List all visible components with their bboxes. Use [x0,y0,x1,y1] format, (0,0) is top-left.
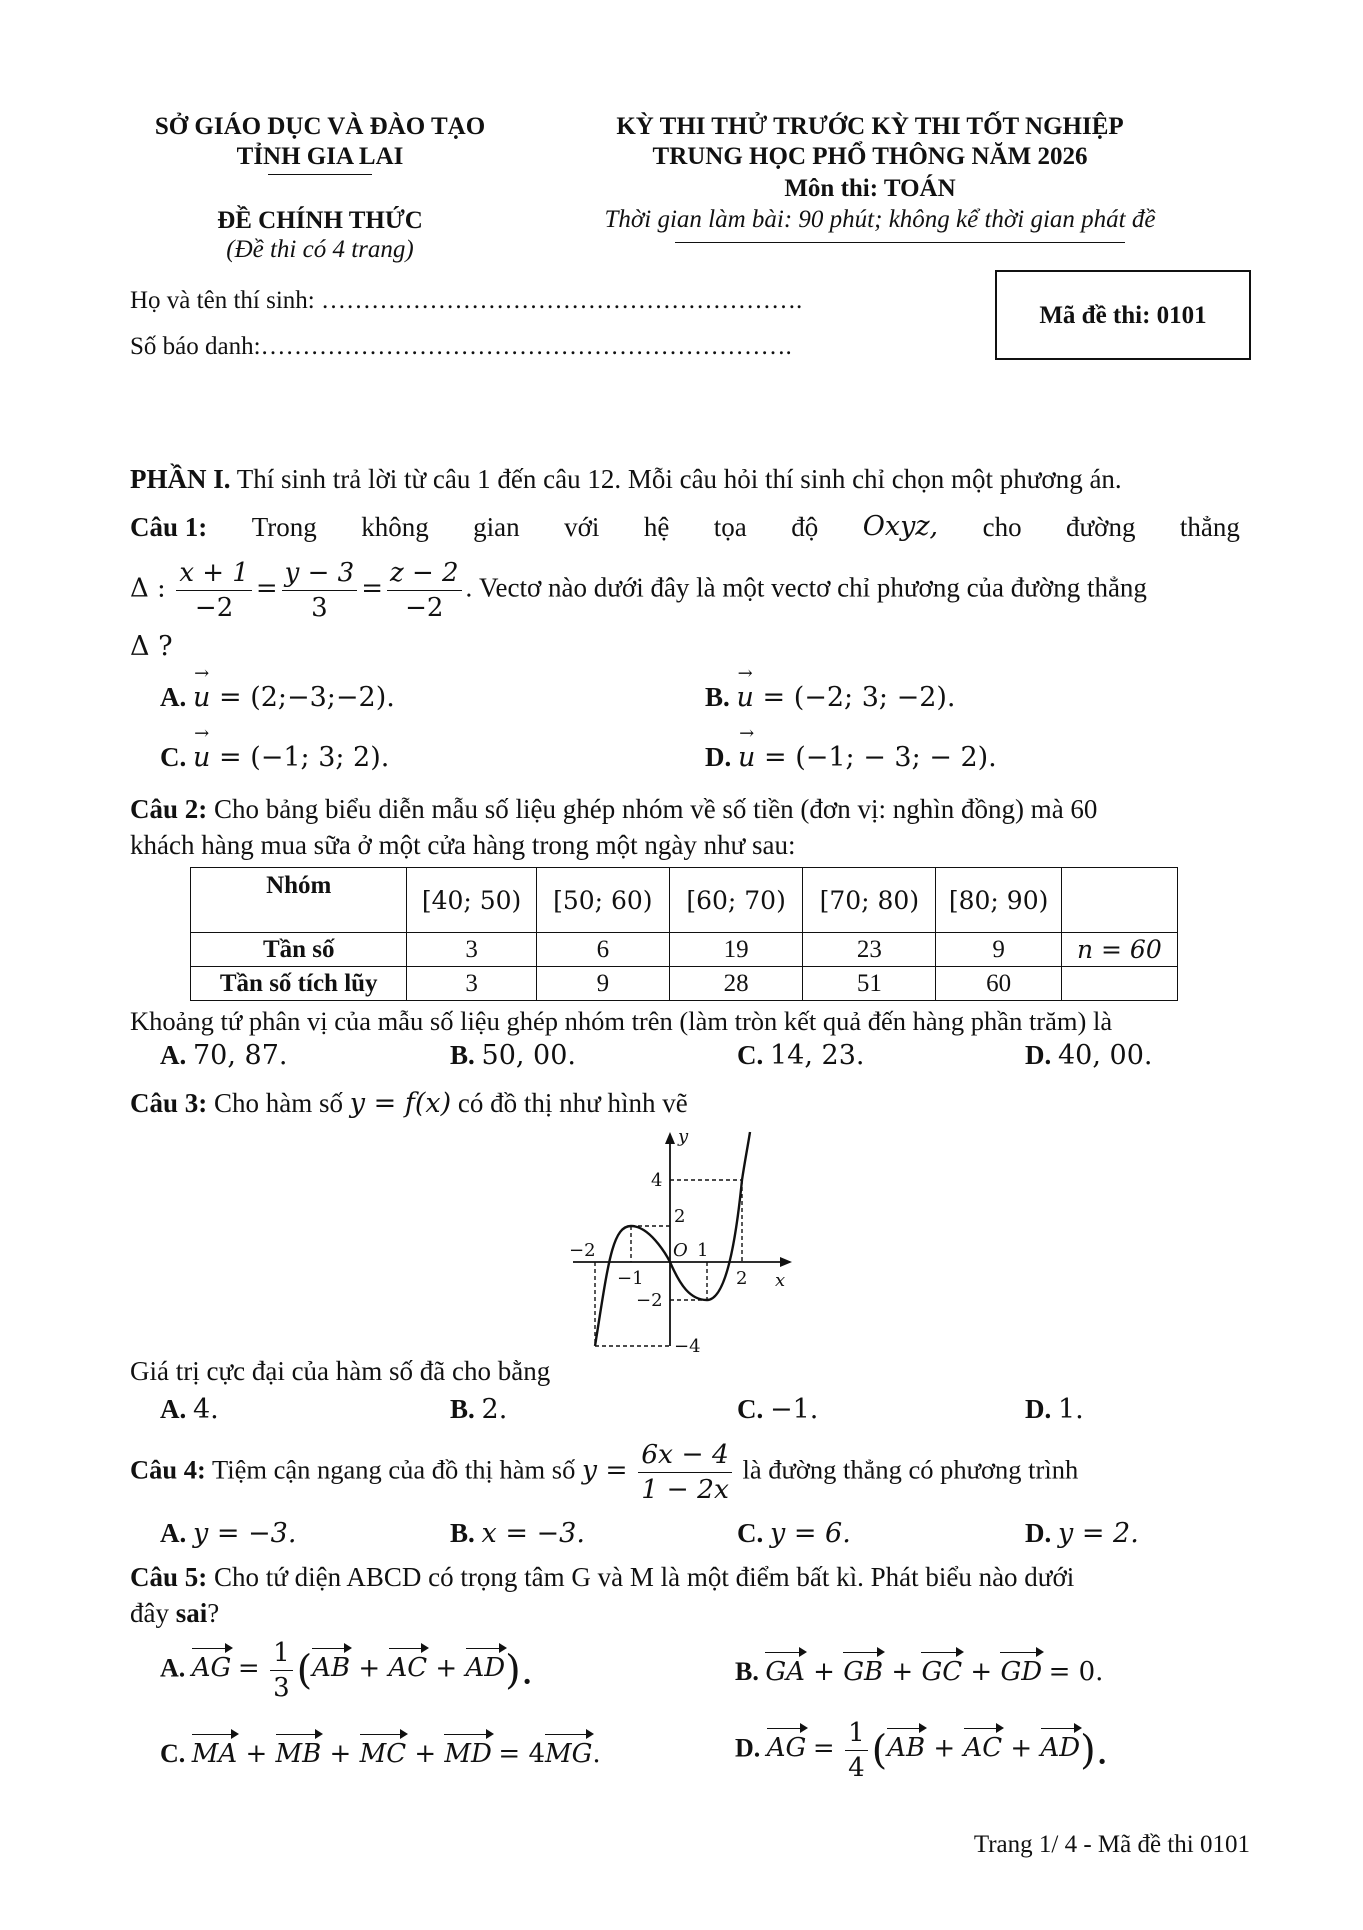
q1-word: tọa [713,512,747,542]
table-cell: n = 60 [1061,933,1177,967]
y-axis-arrow [665,1132,675,1144]
q1-f3-den: −2 [405,593,444,623]
option-letter: B. [450,1040,475,1070]
option-value: 4. [193,1394,219,1425]
table-cell: 6 [536,933,669,967]
q4-num: 6x − 4 [638,1438,732,1473]
official-label: ĐỀ CHÍNH THỨC [217,207,423,234]
q3-text: Cho hàm số [207,1088,344,1118]
part1-text: Thí sinh trả lời từ câu 1 đến câu 12. Mỗi câu hỏi thí sinh chỉ chọn một phương án. [230,464,1122,494]
table-cell: 3 [407,933,536,967]
q3-label: Câu 3: [130,1088,208,1118]
option-value: (−1; 3; 2). [250,742,390,773]
time-note: Thời gian làm bài: 90 phút; không kể thời gian phát đề [604,206,1156,233]
period: . [592,1739,601,1769]
header-underline-right [675,242,1125,243]
table-cell: Tần số tích lũy [191,967,407,1001]
table-cell: Tần số [191,933,407,967]
tick-label: 4 [651,1170,663,1191]
table-cell: 60 [936,967,1061,1001]
table-cell: 28 [669,967,802,1001]
q4-text-after: là đường thẳng có phương trình [735,1454,1079,1485]
frac-den: 4 [848,1753,865,1783]
q5-option-b: B. GA + GB + GC + GD = 0. [735,1652,1103,1689]
q1-f1-den: −2 [194,593,234,623]
exam-code-box [995,270,1251,360]
rhs: = 0. [1048,1657,1104,1687]
close-paren: ). [1080,1727,1109,1774]
q2-option-a [160,1038,287,1073]
q1-word: Oxyz, [862,511,939,542]
candidate-name-field: Họ và tên thí sinh: …………………………………………………. [130,287,803,314]
q1-label: Câu 1: [130,512,208,542]
q4-line [130,1438,1078,1507]
q5-text: Cho tứ diện ABCD có trọng tâm G và M là một điểm bất kì. Phát biểu nào dưới [207,1562,1075,1592]
page-footer: Trang 1/ 4 - Mã đề thi 0101 [973,1831,1250,1858]
vector: AG [192,1648,232,1685]
vector-u: → u [738,741,755,775]
q1-word: với [564,512,600,542]
q3-option-c [737,1392,818,1427]
option-letter: B. [735,1657,759,1686]
option-letter: C. [160,1739,186,1768]
option-letter: D. [1025,1394,1052,1424]
candidate-id-field: Số báo danh:………………………………………………………. [130,333,792,360]
option-letter: C. [737,1394,764,1424]
table-cell: [40; 50) [407,868,536,933]
q1-fraction-y [282,556,358,625]
option-value: 50, 00. [481,1040,576,1071]
q4-y-eq: y = [581,1454,628,1486]
table-cell: 3 [407,967,536,1001]
option-value: 14, 23. [770,1040,865,1071]
option-letter: B. [705,682,730,712]
table-cell: 9 [936,933,1061,967]
option-value: −1. [770,1394,819,1425]
q1-f2-den: 3 [311,593,328,623]
q1-word: cho [982,512,1022,542]
q3-func: y = f(x) [349,1088,452,1119]
frac-num: 1 [270,1636,293,1671]
vector: AC [389,1648,428,1685]
table-cell [1061,967,1177,1001]
option-value: x = −3. [481,1518,585,1549]
q4-option-b [450,1516,585,1551]
exam-title-line1: KỲ THI THỬ TRƯỚC KỲ THI TỐT NGHIỆP [616,113,1124,140]
q4-text: Tiệm cận ngang của đồ thị hàm số [205,1454,576,1485]
q4-option-c [737,1516,851,1551]
q2-question: Khoảng tứ phân vị của mẫu số liệu ghép nhóm trên (làm tròn kết quả đến hàng phần trăm) là [130,1006,1113,1036]
q2-line2: khách hàng mua sữa ở một cửa hàng trong một ngày như sau: [130,830,796,860]
q2-label: Câu 2: [130,794,208,824]
vector: GC [921,1652,962,1689]
q4-option-a [160,1516,296,1551]
vector-u: → u [193,741,210,775]
option-value: 40, 00. [1058,1040,1153,1071]
option-value: (−1; − 3; − 2). [795,742,997,773]
q1-f2-num: y − 3 [282,556,358,591]
option-value: 2. [481,1394,508,1425]
rhs: = 4 [498,1739,545,1769]
x-axis-arrow [780,1257,792,1267]
q1-option-d: D. → u = (−1; − 3; − 2). [705,740,997,775]
q5-option-a: A. AG = $\frac{1}{3}$ (AB + AC + AD). [160,1638,534,1703]
vector: AD [466,1648,506,1685]
vector: AD [1041,1728,1081,1765]
part1-instructions [130,462,1122,496]
option-value: y = −3. [193,1518,297,1549]
vector: GA [765,1652,805,1689]
y-axis-label: y [678,1126,689,1147]
q3-option-a [160,1392,219,1427]
tick-label: 2 [674,1206,686,1227]
q5-option-d: D. AG = $\frac{1}{4}$ (AB + AC + AD). [735,1718,1109,1783]
q1-word: không [361,512,429,542]
q5-text2: đây [130,1598,176,1628]
q4-label: Câu 4: [130,1454,206,1485]
table-cell: [80; 90) [936,868,1061,933]
option-letter: C. [737,1518,764,1548]
vector: AB [312,1648,350,1685]
tick-label: −4 [674,1336,701,1357]
vector: AG [767,1728,807,1765]
option-value: 1. [1058,1394,1084,1425]
close-paren: ). [505,1647,534,1694]
option-letter: B. [450,1394,475,1424]
q1-line1 [130,510,1240,544]
vector: MD [444,1734,491,1771]
option-letter: C. [737,1040,764,1070]
q1-fraction-z [387,556,462,625]
option-letter: A. [160,682,187,712]
option-value: y = 6. [770,1518,851,1549]
vector: MB [276,1734,322,1771]
q3-text-after: có đồ thị như hình vẽ [451,1088,688,1118]
fraction [845,1716,868,1785]
header-underline-left [268,174,372,175]
exam-code: Mã đề thi: 0101 [1039,302,1207,329]
tick-label: −2 [569,1240,596,1261]
q1-option-c: C. → u = (−1; 3; 2). [160,740,389,775]
option-letter: A. [160,1394,187,1424]
table-row [191,933,1178,967]
frac-num: 1 [845,1716,868,1751]
q1-word: độ [791,512,819,542]
vector: AB [887,1728,925,1765]
vector: GD [1000,1652,1042,1689]
pages-note: (Đề thi có 4 trang) [226,236,414,263]
function-graph [560,1125,800,1365]
q1-fraction-x [176,556,252,625]
vector: GB [843,1652,883,1689]
origin-label: O [673,1240,688,1261]
table-cell: 51 [803,967,936,1001]
dept-name: SỞ GIÁO DỤC VÀ ĐÀO TẠO [154,113,486,140]
q1-option-b: B. → u = (−2; 3; −2). [705,680,956,715]
q4-den: 1 − 2x [641,1474,729,1505]
table-cell: 23 [803,933,936,967]
tick-label: 1 [697,1240,709,1261]
tick-label: 2 [736,1268,748,1289]
vector: AC [964,1728,1003,1765]
q1-text-after: . Vectơ nào dưới đây là một vectơ chỉ phương của đường thẳng [465,572,1147,603]
table-cell: 9 [536,967,669,1001]
option-value: (−2; 3; −2). [793,682,956,713]
vector: MG [545,1734,592,1771]
option-letter: B. [450,1518,475,1548]
graph-guides [595,1180,742,1346]
q5-text2-end: ? [207,1598,220,1628]
q2-option-d [1025,1038,1152,1073]
q5-line1 [130,1560,1250,1594]
q1-word: hệ [643,512,670,542]
q1-word: thẳng [1179,512,1240,542]
table-cell [1061,868,1177,933]
part1-title: PHẦN I. [130,464,231,494]
table-cell: 19 [669,933,802,967]
vector: MA [192,1734,237,1771]
q2-option-c [737,1038,864,1073]
q2-line1 [130,792,1250,826]
option-letter: D. [1025,1040,1052,1070]
q2-text: Cho bảng biểu diễn mẫu số liệu ghép nhóm về số tiền (đơn vị: nghìn đồng) mà 60 [207,794,1098,824]
option-letter: A. [160,1518,187,1548]
q1-f3-num: z − 2 [387,556,462,591]
q5-label: Câu 5: [130,1562,208,1592]
frac-den: 3 [273,1673,290,1703]
option-letter: A. [160,1040,187,1070]
q3-question: Giá trị cực đại của hàm số đã cho bằng [130,1356,551,1386]
q3-line [130,1086,688,1121]
q5-emphasis: sai [175,1598,208,1628]
q3-option-b [450,1392,507,1427]
fraction [270,1636,293,1705]
subject: Môn thi: TOÁN [784,175,956,202]
q1-line2: Δ : $\frac{x + 1}{-2}$ = $\frac{y - 3}{3}$ = $\frac{z - 2}{-2}$ . Vectơ nào dưới đây là một vectơ chỉ phương của đường thẳng [130,558,1147,623]
option-value: (2;−3;−2). [250,682,395,713]
table-row [191,967,1178,1001]
q4-fraction [638,1438,732,1507]
q1-word: đường [1066,512,1136,542]
vector-u: → u [193,681,210,715]
option-value: 70, 87. [193,1040,288,1071]
option-letter: A. [160,1653,186,1683]
equals: = [237,1653,260,1684]
vector-u: → u [737,681,754,715]
option-letter: C. [160,742,187,772]
q1-word: gian [473,512,520,542]
option-letter: D. [705,742,732,772]
q1-delta: Δ : [130,573,166,604]
table-cell: [60; 70) [669,868,802,933]
province-name: TỈNH GIA LAI [236,143,404,170]
option-letter: D. [1025,1518,1052,1548]
q1-option-a: A. → u = (2;−3;−2). [160,680,395,715]
tick-label: −1 [617,1268,644,1289]
frequency-table [190,867,1178,1001]
q1-end: Δ ? [130,631,173,662]
exam-title-line2: TRUNG HỌC PHỔ THÔNG NĂM 2026 [652,143,1088,170]
x-axis-label: x [775,1270,786,1291]
table-cell: [70; 80) [803,868,936,933]
q1-word: Trong [251,512,317,542]
q5-option-c: C. MA + MB + MC + MD = 4MG. [160,1734,601,1771]
option-letter: D. [735,1733,761,1763]
vector: MC [360,1734,407,1771]
q2-option-b [450,1038,576,1073]
table-cell: [50; 60) [536,868,669,933]
q3-option-d [1025,1392,1084,1427]
option-value: y = 2. [1058,1518,1139,1549]
q4-option-d [1025,1516,1139,1551]
q1-f1-num: x + 1 [176,556,252,591]
q5-line2 [130,1596,219,1630]
tick-label: −2 [636,1290,663,1311]
table-cell: Nhóm [191,868,407,933]
table-header-row [191,868,1178,933]
equals: = [812,1733,835,1764]
function-curve [595,1132,750,1346]
